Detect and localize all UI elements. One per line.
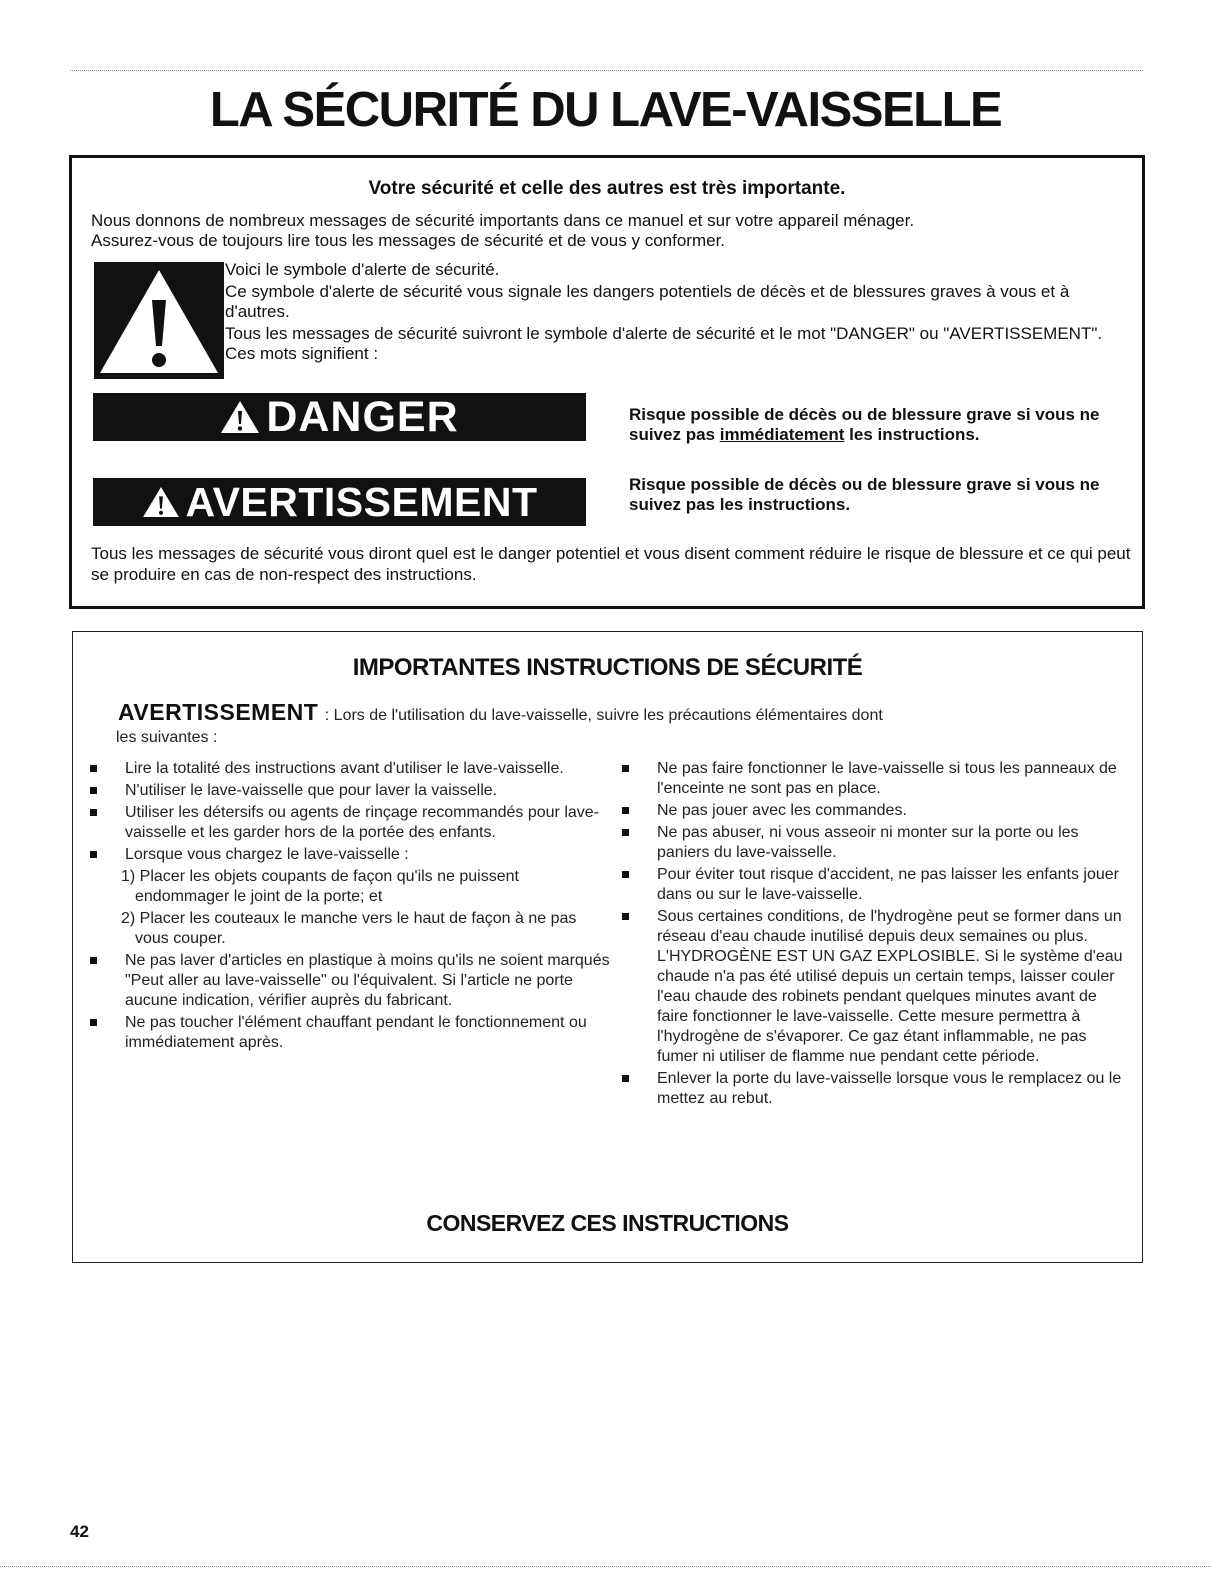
warning-word: AVERTISSEMENT: [185, 478, 538, 525]
list-item: Sous certaines conditions, de l'hydrogène peut se former dans un réseau d'eau chaude inutilisé depuis deux semaines ou plus. L'HYDROGÈNE EST UN GAZ EXPLOSIBLE. Si le système d'eau chaude n'a pas été utilisé depuis un certain temps, laisser couler l'eau chaude des robinets pendant quelques minutes avant de faire fonctionner le lave-vaisselle. Cette mesure permettra à l'hydrogène de s'évaporer. Ce gaz étant inflammable, ne pas fumer ni utiliser de flamme nue pendant cette période.: [619, 907, 1129, 1067]
bottom-dotted-rule: [0, 1566, 1211, 1567]
list-item: Enlever la porte du lave-vaisselle lorsque vous le remplacez ou le mettez au rebut.: [619, 1069, 1129, 1109]
alert-line-3: Tous les messages de sécurité suivront le symbole d'alerte de sécurité et le mot "DANGER" ou "AVERTISSEMENT". Ces mots signifient :: [225, 324, 1103, 363]
warning-triangle-small-icon: [142, 486, 180, 518]
safety-message-box: [69, 155, 1145, 609]
instructions-warning-text: : Lors de l'utilisation du lave-vaisselle, suivre les précautions élémentaires dont: [324, 707, 883, 724]
safety-intro-line-2: Assurez-vous de toujours lire tous les messages de sécurité et de vous y conformer.: [91, 231, 726, 250]
bullet-icon: [622, 913, 629, 920]
important-instructions-box: [72, 631, 1143, 1263]
instructions-warning: [116, 699, 1098, 748]
danger-signal-label: [93, 393, 586, 441]
list-item: Lire la totalité des instructions avant d'utiliser le lave-vaisselle.: [87, 759, 612, 779]
danger-emphasis: immédiatement: [719, 425, 845, 444]
bullet-icon: [90, 787, 97, 794]
bullet-icon: [90, 957, 97, 964]
alert-symbol-explanation: [225, 260, 1125, 366]
bullet-icon: [90, 765, 97, 772]
sub-list-item: 1) Placer les objets coupants de façon qu'ils ne puissent endommager le joint de la porte; et: [121, 868, 519, 905]
alert-line-2: Ce symbole d'alerte de sécurité vous signale les dangers potentiels de décès et de blessures graves à vous et à d'autres.: [225, 282, 1070, 321]
list-item: Ne pas laver d'articles en plastique à moins qu'ils ne soient marqués "Peut aller au lave-vaisselle" ou l'équivalent. Si l'article ne porte aucune indication, vérifier auprès du fabricant.: [87, 951, 612, 1011]
bullet-icon: [90, 809, 97, 816]
list-item: Lorsque vous chargez le lave-vaisselle :: [87, 845, 612, 865]
safety-intro-line-1: Nous donnons de nombreux messages de sécurité importants dans ce manuel et sur votre appareil ménager.: [91, 211, 915, 230]
warning-triangle-icon: [94, 262, 224, 379]
bullet-icon: [90, 851, 97, 858]
page-number: 42: [70, 1522, 89, 1541]
warning-description: Risque possible de décès ou de blessure grave si vous ne suivez pas les instructions.: [629, 475, 1100, 514]
list-item: Ne pas jouer avec les commandes.: [619, 801, 1129, 821]
list-item: Utiliser les détersifs ou agents de rinçage recommandés pour lave-vaisselle et les garder hors de la portée des enfants.: [87, 803, 612, 843]
warning-signal-label: [93, 478, 586, 526]
safety-outro: Tous les messages de sécurité vous diront quel est le danger potentiel et vous disent comment réduire le risque de blessure et ce qui peut se produire en cas de non-respect des instructions.: [91, 544, 1131, 584]
top-dotted-rule: [70, 70, 1143, 71]
bullet-icon: [622, 765, 629, 772]
list-item: Ne pas abuser, ni vous asseoir ni monter sur la porte ou les paniers du lave-vaisselle.: [619, 823, 1129, 863]
bullet-icon: [622, 807, 629, 814]
bullet-icon: [622, 829, 629, 836]
safety-intro: [91, 211, 1131, 251]
instructions-warning-text-2: les suivantes :: [116, 729, 218, 746]
list-item: N'utiliser le lave-vaisselle que pour laver la vaisselle.: [87, 781, 612, 801]
bullet-icon: [622, 1075, 629, 1082]
warning-triangle-small-icon: [220, 400, 260, 434]
bullet-icon: [90, 1019, 97, 1026]
instructions-heading: IMPORTANTES INSTRUCTIONS DE SÉCURITÉ: [352, 654, 863, 681]
list-item: Pour éviter tout risque d'accident, ne pas laisser les enfants jouer dans ou sur le lave-vaisselle.: [619, 865, 1129, 905]
instructions-left-column: [87, 759, 612, 1055]
instructions-right-column: [619, 759, 1129, 1111]
danger-word: DANGER: [266, 392, 459, 441]
safety-subtitle: Votre sécurité et celle des autres est très importante.: [368, 178, 846, 199]
sub-list-item: 2) Placer les couteaux le manche vers le haut de façon à ne pas vous couper.: [121, 910, 577, 947]
instructions-warning-label: AVERTISSEMENT: [118, 699, 319, 725]
bullet-icon: [622, 871, 629, 878]
instructions-footer: CONSERVEZ CES INSTRUCTIONS: [426, 1210, 789, 1236]
list-item: Ne pas faire fonctionner le lave-vaisselle si tous les panneaux de l'enceinte ne sont pas en place.: [619, 759, 1129, 799]
danger-description: Risque possible de décès ou de blessure grave si vous ne suivez pas immédiatement les instructions.: [629, 405, 1100, 444]
list-item: Ne pas toucher l'élément chauffant pendant le fonctionnement ou immédiatement après.: [87, 1013, 612, 1053]
alert-line-1: Voici le symbole d'alerte de sécurité.: [225, 260, 500, 279]
page-title: LA SÉCURITÉ DU LAVE-VAISSELLE: [209, 83, 1002, 137]
